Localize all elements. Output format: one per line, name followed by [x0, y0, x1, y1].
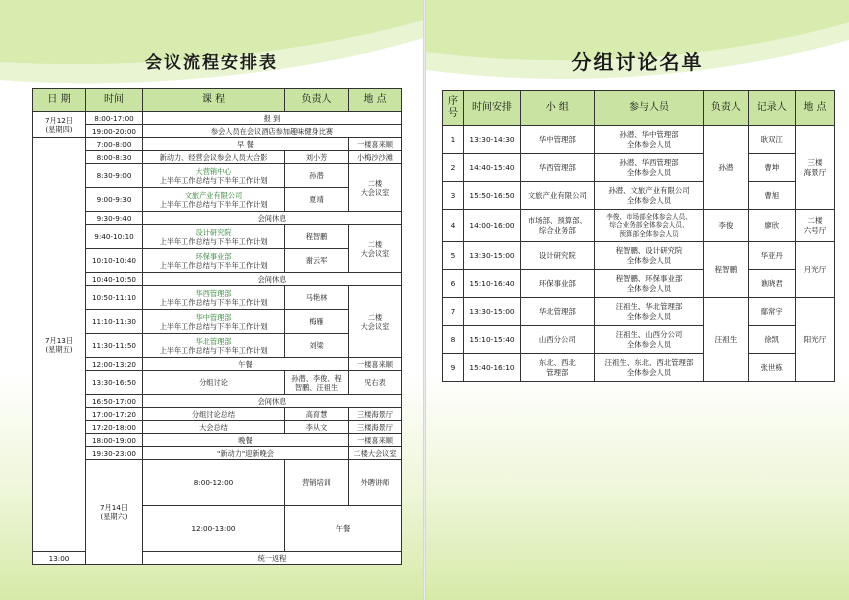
place-cell: 三楼海景厅: [349, 421, 402, 434]
group-discussion-table: [442, 90, 835, 382]
course-cell: 报 到: [143, 112, 402, 125]
course-cell: 设计研究院 上半年工作总结与下半年工作计划: [143, 225, 285, 249]
time-cell: 12:00-13:00: [143, 506, 285, 552]
owner-cell: 孙潜: [285, 164, 349, 188]
members-cell: 孙潜、文旅产业有限公司 全体参会人员: [594, 182, 704, 210]
course-cell: 早 餐: [143, 138, 349, 151]
place-cell: 阳光厅: [795, 298, 834, 382]
place-cell: 一楼喜来顺: [349, 434, 402, 447]
table-row: [443, 326, 835, 354]
time-cell: 15:10-15:40: [464, 326, 521, 354]
course-cell: 午餐: [143, 358, 349, 371]
table-header-row: [443, 91, 835, 126]
time-cell: 17:20-18:00: [86, 421, 143, 434]
table-row: [33, 273, 402, 286]
place-cell: 二楼 大会议室: [349, 164, 402, 212]
table-row: [443, 242, 835, 270]
time-cell: 11:10-11:30: [86, 310, 143, 334]
time-cell: 8:30-9:00: [86, 164, 143, 188]
time-cell: 16:50-17:00: [86, 395, 143, 408]
place-cell: 三楼 海景厅: [795, 126, 834, 210]
course-cell: 新动力、经营会议参会人员大合影: [143, 151, 285, 164]
no-cell: 1: [443, 126, 464, 154]
place-cell: 一楼喜来顺: [349, 138, 402, 151]
table-row: [443, 210, 835, 242]
table-row: [33, 112, 402, 125]
place-cell: 一楼喜来顺: [349, 358, 402, 371]
owner-cell: 谢云军: [285, 249, 349, 273]
date-cell: 7月14日 (星期六): [86, 460, 143, 565]
course-cell: 统一返程: [143, 552, 402, 565]
owner-cell: 李从文: [285, 421, 349, 434]
group-cell: 环保事业部: [520, 270, 594, 298]
table-row: [33, 225, 402, 249]
table-row: [33, 310, 402, 334]
owner-cell: 外聘讲师: [349, 460, 402, 506]
place-cell: 二楼 大会议室: [349, 286, 402, 358]
owner-cell: 孙潜: [704, 126, 748, 210]
col-header-place: 地 点: [349, 89, 402, 112]
left-page: [0, 0, 423, 600]
col-header-recorder: 记录人: [748, 91, 795, 126]
time-cell: 7:00-8:00: [86, 138, 143, 151]
time-cell: 9:40-10:10: [86, 225, 143, 249]
recorder-cell: 曹旭: [748, 182, 795, 210]
no-cell: 7: [443, 298, 464, 326]
course-cell: 华西管理部 上半年工作总结与下半年工作计划: [143, 286, 285, 310]
col-header-no: 序 号: [443, 91, 464, 126]
place-cell: 小梅沙沙滩: [349, 151, 402, 164]
owner-cell: 李俊: [704, 210, 748, 242]
course-cell: 会间休息: [143, 395, 402, 408]
schedule-title: 会议流程安排表: [145, 53, 278, 73]
recorder-cell: 徐凯: [748, 326, 795, 354]
time-cell: 11:30-11:50: [86, 334, 143, 358]
group-list-title: 分组讨论名单: [571, 50, 704, 74]
time-cell: 10:50-11:10: [86, 286, 143, 310]
time-cell: 8:00-12:00: [143, 460, 285, 506]
time-cell: 8:00-8:30: [86, 151, 143, 164]
course-cell: 大营销中心 上半年工作总结与下半年工作计划: [143, 164, 285, 188]
place-cell: 三楼海景厅: [349, 408, 402, 421]
group-cell: 华北管理部: [520, 298, 594, 326]
owner-cell: 马艳林: [285, 286, 349, 310]
time-cell: 17:00-17:20: [86, 408, 143, 421]
recorder-cell: 廖欣: [748, 210, 795, 242]
col-header-group: 小 组: [520, 91, 594, 126]
table-row: [33, 125, 402, 138]
place-cell: 见右表: [349, 371, 402, 395]
members-cell: 程智鹏、设计研究院 全体参会人员: [594, 242, 704, 270]
time-cell: 15:10-16:40: [464, 270, 521, 298]
owner-cell: 高育慧: [285, 408, 349, 421]
recorder-cell: 张世栋: [748, 354, 795, 382]
owner-cell: 汪祖生: [704, 298, 748, 382]
table-row: [33, 358, 402, 371]
no-cell: 3: [443, 182, 464, 210]
no-cell: 6: [443, 270, 464, 298]
time-cell: 10:40-10:50: [86, 273, 143, 286]
no-cell: 9: [443, 354, 464, 382]
members-cell: 汪祖生、华北管理部 全体参会人员: [594, 298, 704, 326]
no-cell: 2: [443, 154, 464, 182]
time-cell: 10:10-10:40: [86, 249, 143, 273]
group-cell: 市场部、预算部、 综合业务部: [520, 210, 594, 242]
group-cell: 东北、西北 管理部: [520, 354, 594, 382]
time-cell: 13:30-16:50: [86, 371, 143, 395]
owner-cell: 夏靖: [285, 188, 349, 212]
place-cell: 二楼大会议室: [349, 447, 402, 460]
course-cell: 会间休息: [143, 212, 402, 225]
course-cell: 文旅产业有限公司 上半年工作总结与下半年工作计划: [143, 188, 285, 212]
time-cell: 15:50-16:50: [464, 182, 521, 210]
course-cell: 分组讨论: [143, 371, 285, 395]
table-row: [33, 164, 402, 188]
time-cell: 15:40-16:10: [464, 354, 521, 382]
members-cell: 汪祖生、东北、西北管理部 全体参会人员: [594, 354, 704, 382]
table-row: [443, 154, 835, 182]
owner-cell: 程智鹏: [285, 225, 349, 249]
group-cell: 文旅产业有限公司: [520, 182, 594, 210]
date-cell: 7月12日 (星期四): [33, 112, 86, 138]
table-row: [33, 395, 402, 408]
table-row: [33, 249, 402, 273]
course-cell: 会间休息: [143, 273, 402, 286]
time-cell: 9:00-9:30: [86, 188, 143, 212]
table-row: [33, 421, 402, 434]
table-row: [33, 188, 402, 212]
members-cell: 汪祖生、山西分公司 全体参会人员: [594, 326, 704, 354]
course-cell: 晚餐: [143, 434, 349, 447]
recorder-cell: 鄢常宇: [748, 298, 795, 326]
col-header-members: 参与人员: [594, 91, 704, 126]
recorder-cell: 耿双江: [748, 126, 795, 154]
place-cell: 二楼 六号厅: [795, 210, 834, 242]
time-cell: 13:30-15:00: [464, 298, 521, 326]
time-cell: 12:00-13:20: [86, 358, 143, 371]
table-row: [33, 460, 402, 506]
table-row: [443, 126, 835, 154]
group-cell: 华西管理部: [520, 154, 594, 182]
time-cell: 8:00-17:00: [86, 112, 143, 125]
recorder-cell: 曹坤: [748, 154, 795, 182]
course-cell: 华中管理部 上半年工作总结与下半年工作计划: [143, 310, 285, 334]
time-cell: 14:40-15:40: [464, 154, 521, 182]
table-row: [33, 334, 402, 358]
course-cell: 华北管理部 上半年工作总结与下半年工作计划: [143, 334, 285, 358]
owner-cell: 梅雁: [285, 310, 349, 334]
time-cell: 13:00: [33, 552, 86, 565]
group-cell: 山西分公司: [520, 326, 594, 354]
table-row: [33, 212, 402, 225]
owner-cell: 刘小芳: [285, 151, 349, 164]
owner-cell: 刘梁: [285, 334, 349, 358]
members-cell: 孙潜、华西管理部 全体参会人员: [594, 154, 704, 182]
table-header-row: [33, 89, 402, 112]
owner-cell: 孙潜、李俊、程 智鹏、汪祖生: [285, 371, 349, 395]
time-cell: 14:00-16:00: [464, 210, 521, 242]
group-cell: 设计研究院: [520, 242, 594, 270]
col-header-time: 时间安排: [464, 91, 521, 126]
table-row: [33, 286, 402, 310]
time-cell: 18:00-19:00: [86, 434, 143, 447]
table-row: [33, 434, 402, 447]
members-cell: 孙潜、华中管理部 全体参会人员: [594, 126, 704, 154]
table-row: [443, 270, 835, 298]
table-row: [443, 182, 835, 210]
place-cell: 月光厅: [795, 242, 834, 298]
right-page: [426, 0, 849, 600]
col-header-owner: 负责人: [704, 91, 748, 126]
time-cell: 19:30-23:00: [86, 447, 143, 460]
col-header-place: 地 点: [795, 91, 834, 126]
members-cell: 李俊、市场部全体参会人员、 综合业务部全体参会人员、 预算部全体参会人员: [594, 210, 704, 242]
table-row: [33, 371, 402, 395]
members-cell: 程智鹏、环保事业部 全体参会人员: [594, 270, 704, 298]
owner-cell: 程智鹏: [704, 242, 748, 298]
recorder-cell: 华亚丹: [748, 242, 795, 270]
group-cell: 华中管理部: [520, 126, 594, 154]
col-header-owner: 负责人: [285, 89, 349, 112]
place-cell: 二楼 大会议室: [349, 225, 402, 273]
schedule-table: [32, 88, 402, 565]
course-cell: 大会总结: [143, 421, 285, 434]
course-cell: 环保事业部 上半年工作总结与下半年工作计划: [143, 249, 285, 273]
time-cell: 19:00-20:00: [86, 125, 143, 138]
table-row: [33, 151, 402, 164]
table-row: [33, 408, 402, 421]
course-cell: 分组讨论总结: [143, 408, 285, 421]
col-header-time: 时间: [86, 89, 143, 112]
course-cell: 午餐: [285, 506, 402, 552]
no-cell: 4: [443, 210, 464, 242]
table-row: [443, 354, 835, 382]
course-cell: 营销培训: [285, 460, 349, 506]
time-cell: 13:30-14:30: [464, 126, 521, 154]
no-cell: 8: [443, 326, 464, 354]
time-cell: 9:30-9:40: [86, 212, 143, 225]
course-cell: 参会人员在会议酒店参加趣味健身比赛: [143, 125, 402, 138]
course-cell: "新动力"迎新晚会: [143, 447, 349, 460]
time-cell: 13:30-15:00: [464, 242, 521, 270]
table-row: [443, 298, 835, 326]
recorder-cell: 谯晓君: [748, 270, 795, 298]
col-header-date: 日 期: [33, 89, 86, 112]
table-row: [33, 138, 402, 151]
no-cell: 5: [443, 242, 464, 270]
table-row: [33, 447, 402, 460]
date-cell: 7月13日 (星期五): [33, 138, 86, 552]
col-header-course: 课 程: [143, 89, 285, 112]
